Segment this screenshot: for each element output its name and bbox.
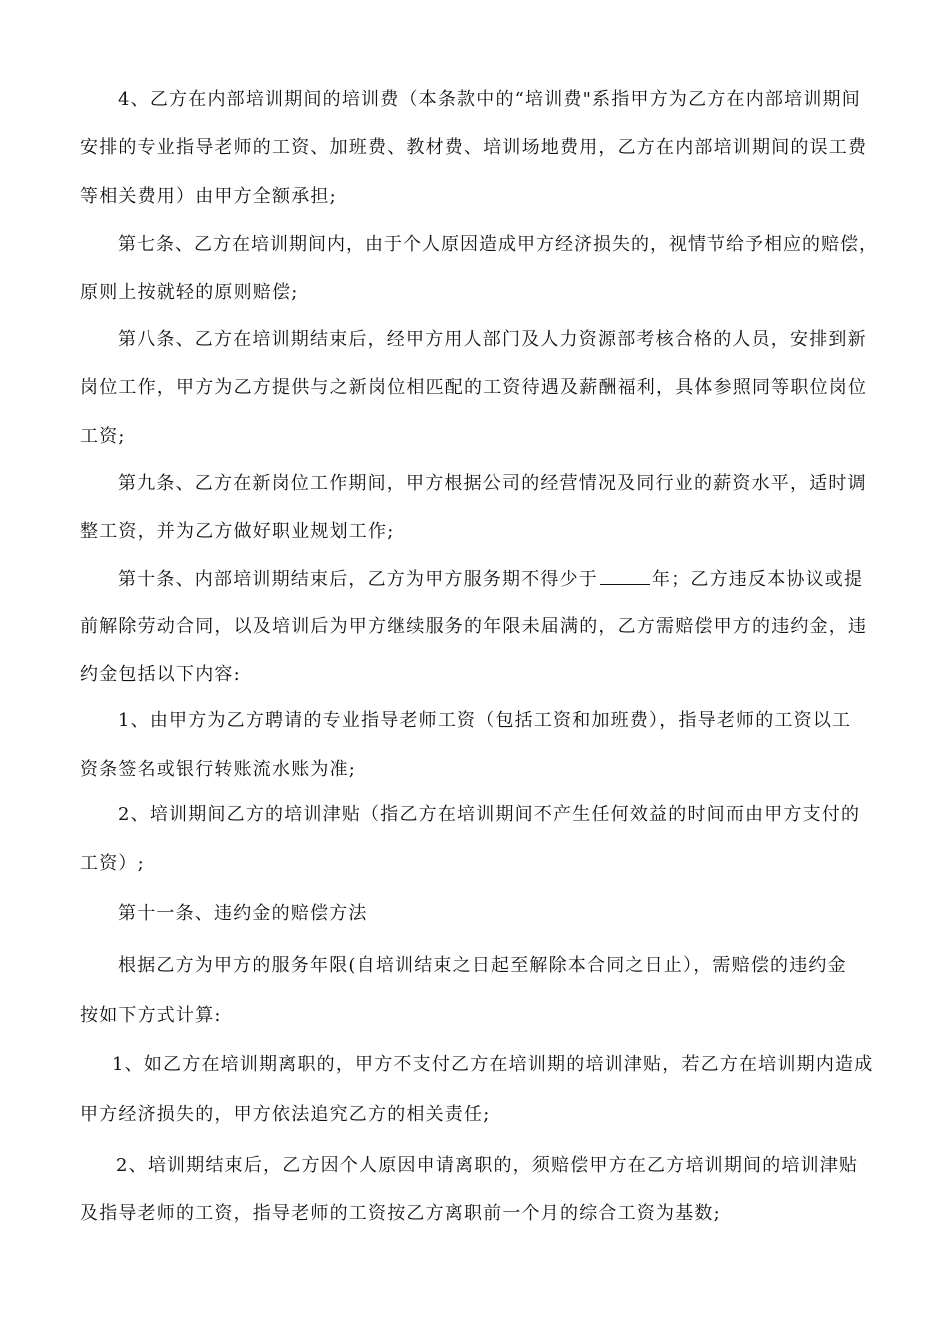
article-10-line-2: 前解除劳动合同，以及培训后为甲方继续服务的年限未届满的，乙方需赔偿甲方的违约金，违 bbox=[80, 616, 868, 637]
article-9-line-1: 第九条、乙方在新岗位工作期间，甲方根据公司的经营情况及同行业的薪资水平，适时调 bbox=[118, 473, 867, 494]
article-10-item-1-line-2: 资条签名或银行转账流水账为准; bbox=[80, 759, 357, 780]
article-11-item-2-line-2: 及指导老师的工资，指导老师的工资按乙方离职前一个月的综合工资为基数; bbox=[80, 1203, 721, 1224]
article-7-line-1: 第七条、乙方在培训期间内，由于个人原因造成甲方经济损失的，视情节给予相应的赔偿， bbox=[118, 234, 878, 255]
article-11-item-1-line-1: 1、如乙方在培训期离职的，甲方不支付乙方在培训期的培训津贴，若乙方在培训期内造成 bbox=[112, 1054, 874, 1075]
article-11-intro-line-1: 根据乙方为甲方的服务年限(自培训结束之日起至解除本合同之日止），需赔偿的违约金 bbox=[118, 955, 847, 976]
clause-4-line-1: 4、乙方在内部培训期间的培训费（本条款中的“培训费"系指甲方为乙方在内部培训期间 bbox=[118, 89, 861, 110]
article-10-item-2-line-2: 工资）; bbox=[80, 853, 145, 874]
article-11-item-2-line-1: 2、培训期结束后，乙方因个人原因申请离职的，须赔偿甲方在乙方培训期间的培训津贴 bbox=[116, 1155, 859, 1176]
article-8-line-1: 第八条、乙方在培训期结束后，经甲方用人部门及人力资源部考核合格的人员，安排到新 bbox=[118, 329, 867, 350]
article-8-line-3: 工资; bbox=[80, 426, 126, 447]
article-11-item-1-line-2: 甲方经济损失的，甲方依法追究乙方的相关责任; bbox=[80, 1104, 491, 1125]
article-10-line-3: 约金包括以下内容: bbox=[80, 664, 241, 685]
article-10-line-1 bbox=[118, 566, 863, 593]
clause-4-line-3: 等相关费用）由甲方全额承担; bbox=[80, 186, 337, 207]
article-11-heading: 第十一条、违约金的赔偿方法 bbox=[118, 903, 368, 924]
article-8-line-2: 岗位工作，甲方为乙方提供与之新岗位相匹配的工资待遇及薪酬福利，具体参照同等职位岗位 bbox=[80, 377, 868, 398]
article-10-item-2-line-1: 2、培训期间乙方的培训津贴（指乙方在培训期间不产生任何效益的时间而由甲方支付的 bbox=[118, 804, 861, 825]
article-10-item-1-line-1: 1、由甲方为乙方聘请的专业指导老师工资（包括工资和加班费），指导老师的工资以工 bbox=[118, 710, 852, 731]
article-7-line-2: 原则上按就轻的原则赔偿; bbox=[80, 282, 299, 303]
article-10-line-1-after-blank: 年；乙方违反本协议或提 bbox=[652, 569, 864, 590]
service-years-blank bbox=[600, 566, 650, 585]
article-10-line-1-before-blank: 第十条、内部培训期结束后，乙方为甲方服务期不得少于 bbox=[118, 569, 598, 590]
clause-4-line-2: 安排的专业指导老师的工资、加班费、教材费、培训场地费用，乙方在内部培训期间的误工费 bbox=[80, 137, 868, 158]
article-11-intro-line-2: 按如下方式计算: bbox=[80, 1005, 222, 1026]
article-9-line-2: 整工资，并为乙方做好职业规划工作; bbox=[80, 521, 395, 542]
